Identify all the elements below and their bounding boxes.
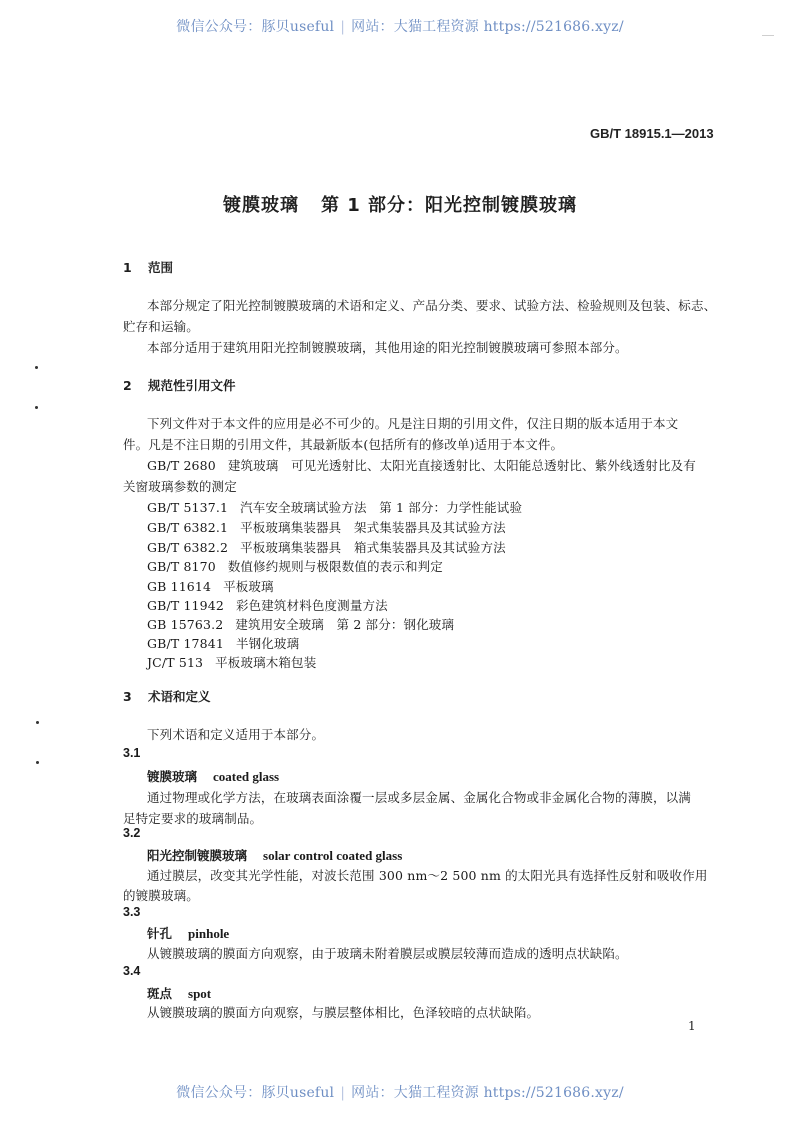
margin-dot-icon <box>36 761 39 764</box>
term-definition-line1: 从镀膜玻璃的膜面方向观察，与膜层整体相比，色泽较暗的点状缺陷。 <box>147 1005 540 1020</box>
watermark-site: 网站：大猫工程资源 https://521686.xyz/ <box>351 19 624 35</box>
standard-code: GB/T 18915.1—2013 <box>590 126 714 141</box>
term-heading: 阳光控制镀膜玻璃 solar control coated glass <box>147 848 403 863</box>
reference-item: GB 15763.2 建筑用安全玻璃 第 2 部分：钢化玻璃 <box>147 617 455 632</box>
margin-dot-icon <box>35 406 38 409</box>
clause-number: 3.1 <box>123 746 141 760</box>
watermark-separator: | <box>340 1085 346 1101</box>
page-number: 1 <box>688 1019 696 1033</box>
term-definition-line1: 通过膜层，改变其光学性能，对波长范围 300 nm～2 500 nm 的太阳光具有选择性反射和吸收作用 <box>147 868 708 883</box>
reference-item: GB 11614 平板玻璃 <box>147 579 274 594</box>
section-2-intro-line1: 下列文件对于本文件的应用是必不可少的。凡是注日期的引用文件，仅注日期的版本适用于本文 <box>147 416 679 431</box>
section-3-heading: 3 术语和定义 <box>123 689 211 704</box>
clause-number: 3.3 <box>123 905 141 919</box>
watermark-wechat: 微信公众号：豚贝useful <box>176 1085 335 1101</box>
section-2-intro-line2: 件。凡是不注日期的引用文件，其最新版本(包括所有的修改单)适用于本文件。 <box>123 437 564 452</box>
section-1-para2: 本部分适用于建筑用阳光控制镀膜玻璃，其他用途的阳光控制镀膜玻璃可参照本部分。 <box>147 340 628 355</box>
reference-item: GB/T 8170 数值修约规则与极限数值的表示和判定 <box>147 559 443 574</box>
reference-item-continuation: 关窗玻璃参数的测定 <box>123 479 237 494</box>
term-heading: 针孔 pinhole <box>147 926 230 941</box>
title-part1: 镀膜玻璃 <box>222 195 299 216</box>
margin-dot-icon <box>36 721 39 724</box>
term-heading: 镀膜玻璃 coated glass <box>147 769 280 784</box>
watermark-wechat: 微信公众号：豚贝useful <box>176 19 335 35</box>
watermark-site: 网站：大猫工程资源 https://521686.xyz/ <box>351 1085 624 1101</box>
clause-number: 3.2 <box>123 826 141 840</box>
reference-item: GB/T 17841 半钢化玻璃 <box>147 636 300 651</box>
term-definition-line2: 的镀膜玻璃。 <box>123 888 199 903</box>
reference-item: GB/T 2680 建筑玻璃 可见光透射比、太阳光直接透射比、太阳能总透射比、紫外线透射比及有 <box>147 458 696 473</box>
watermark-bottom <box>0 1082 800 1102</box>
reference-item: GB/T 6382.1 平板玻璃集装器具 架式集装器具及其试验方法 <box>147 520 506 535</box>
section-2-heading: 2 规范性引用文件 <box>123 378 236 393</box>
section-3-intro: 下列术语和定义适用于本部分。 <box>147 727 325 742</box>
watermark-separator: | <box>340 19 346 35</box>
corner-dash-icon <box>762 35 774 36</box>
reference-item: GB/T 5137.1 汽车安全玻璃试验方法 第 1 部分：力学性能试验 <box>147 500 523 515</box>
term-heading: 斑点 spot <box>147 986 212 1001</box>
reference-item: GB/T 6382.2 平板玻璃集装器具 箱式集装器具及其试验方法 <box>147 540 506 555</box>
term-definition-line2: 足特定要求的玻璃制品。 <box>123 811 263 826</box>
watermark-top <box>0 16 800 36</box>
term-definition-line1: 通过物理或化学方法，在玻璃表面涂覆一层或多层金属、金属化合物或非金属化合物的薄膜，以满 <box>147 790 691 805</box>
margin-dot-icon <box>35 366 38 369</box>
reference-item: JC/T 513 平板玻璃木箱包装 <box>147 655 317 670</box>
section-1-para1-line1: 本部分规定了阳光控制镀膜玻璃的术语和定义、产品分类、要求、试验方法、检验规则及包装、标志、 <box>147 298 717 313</box>
title-part2: 第 1 部分：阳光控制镀膜玻璃 <box>320 195 578 216</box>
clause-number: 3.4 <box>123 964 141 978</box>
reference-item: GB/T 11942 彩色建筑材料色度测量方法 <box>147 598 388 613</box>
term-definition-line1: 从镀膜玻璃的膜面方向观察，由于玻璃未附着膜层或膜层较薄而造成的透明点状缺陷。 <box>147 946 628 961</box>
section-1-para1-line2: 贮存和运输。 <box>123 319 199 334</box>
document-title <box>0 191 800 217</box>
section-1-heading: 1 范围 <box>123 260 174 275</box>
